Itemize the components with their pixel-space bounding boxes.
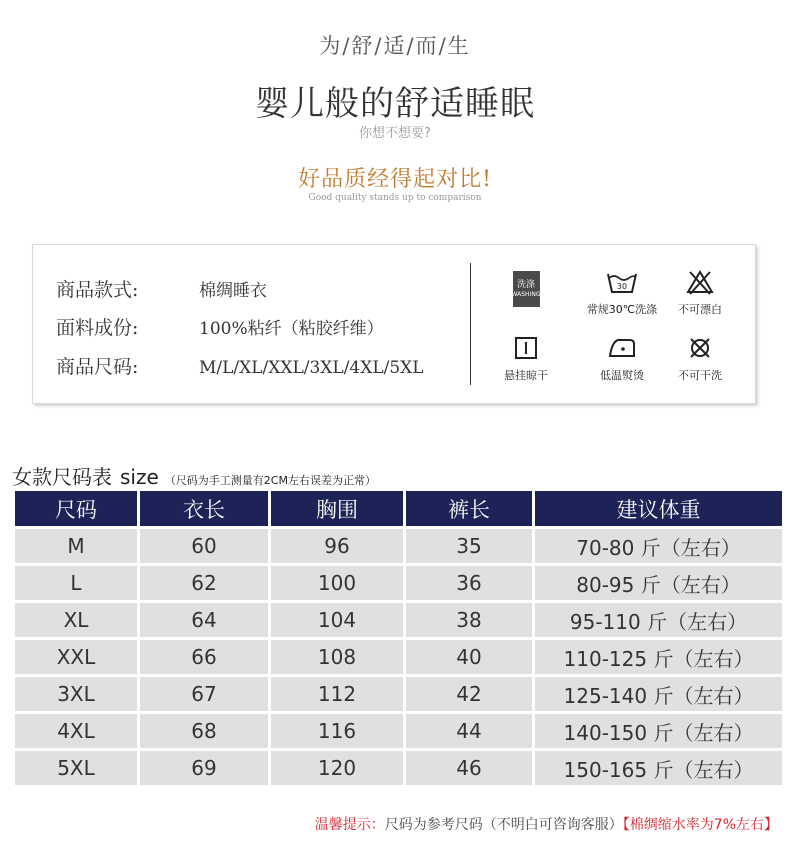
no-bleach-icon <box>655 267 745 297</box>
low-iron-icon <box>577 333 667 363</box>
care-hang-dry <box>481 333 571 383</box>
header-weight: 建议体重 <box>535 491 782 526</box>
low-iron-label: 低温熨烫 <box>600 369 644 382</box>
size-row <box>56 352 424 379</box>
cell-size: 3XL <box>15 677 137 711</box>
subtitle-question: 你想不想要? <box>359 126 431 141</box>
fabric-row <box>56 313 384 340</box>
cell-bust: 96 <box>271 529 403 563</box>
table-row <box>15 603 782 637</box>
cell-weight: 140-150 斤（左右） <box>535 714 782 748</box>
cell-pants-length: 38 <box>406 603 532 637</box>
cell-pants-length: 35 <box>406 529 532 563</box>
cell-pants-length: 44 <box>406 714 532 748</box>
no-dry-clean-icon <box>655 333 745 363</box>
cell-length: 68 <box>140 714 268 748</box>
cell-length: 64 <box>140 603 268 637</box>
footer-tip <box>315 814 778 834</box>
cell-size: XL <box>15 603 137 637</box>
care-no-bleach <box>655 267 745 317</box>
cell-size: 4XL <box>15 714 137 748</box>
size-table-heading <box>12 461 376 490</box>
wash-30-label: 常规30℃洗涤 <box>586 303 658 316</box>
svg-text:30: 30 <box>616 282 628 291</box>
hang-dry-label: 悬挂晾干 <box>504 369 548 382</box>
cell-length: 69 <box>140 751 268 785</box>
cell-size: L <box>15 566 137 600</box>
size-table-title: 女款尺码表 <box>12 465 112 489</box>
cell-weight: 110-125 斤（左右） <box>535 640 782 674</box>
cell-pants-length: 40 <box>406 640 532 674</box>
size-label: 商品尺码: <box>56 356 139 378</box>
cell-pants-length: 46 <box>406 751 532 785</box>
cell-length: 60 <box>140 529 268 563</box>
table-row <box>15 640 782 674</box>
cell-weight: 70-80 斤（左右） <box>535 529 782 563</box>
header-bust: 胸围 <box>271 491 403 526</box>
cell-pants-length: 36 <box>406 566 532 600</box>
care-low-iron <box>577 333 667 383</box>
product-style-value: 棉绸睡衣 <box>199 281 267 301</box>
size-table <box>12 488 785 788</box>
header-length: 衣长 <box>140 491 268 526</box>
cell-bust: 112 <box>271 677 403 711</box>
product-style-label: 商品款式: <box>56 279 139 301</box>
table-row <box>15 566 782 600</box>
cell-size: M <box>15 529 137 563</box>
size-table-note: （尺码为手工测量有2CM左右误差为正常） <box>164 474 376 487</box>
page-title: 婴儿般的舒适睡眠 <box>255 84 535 124</box>
tagline: 为/舒/适/而/生 <box>319 34 471 58</box>
product-info-box <box>32 244 756 404</box>
size-table-title-en: size <box>120 465 159 489</box>
fabric-value: 100%粘纤（粘胶纤维） <box>199 319 384 339</box>
tip-label: 温馨提示： <box>314 817 385 833</box>
cell-bust: 120 <box>271 751 403 785</box>
cell-length: 67 <box>140 677 268 711</box>
cell-pants-length: 42 <box>406 677 532 711</box>
cell-weight: 80-95 斤（左右） <box>535 566 782 600</box>
shrink-note: 【棉绸缩水率为7%左右】 <box>622 817 778 833</box>
slogan: 好品质经得起对比! <box>298 167 492 192</box>
cell-length: 62 <box>140 566 268 600</box>
cell-bust: 104 <box>271 603 403 637</box>
fabric-label: 面料成份: <box>56 317 139 339</box>
table-row <box>15 714 782 748</box>
cell-size: XXL <box>15 640 137 674</box>
cell-bust: 116 <box>271 714 403 748</box>
info-divider <box>470 263 471 385</box>
cell-weight: 95-110 斤（左右） <box>535 603 782 637</box>
cell-length: 66 <box>140 640 268 674</box>
tip-text: 尺码为参考尺码（不明白可咨询客服） <box>384 817 623 833</box>
no-bleach-label: 不可漂白 <box>678 303 722 316</box>
table-row <box>15 677 782 711</box>
washing-icon <box>513 271 540 307</box>
size-table-header <box>15 491 782 526</box>
header-pants-length: 裤长 <box>406 491 532 526</box>
product-style-row <box>56 275 267 302</box>
size-value: M/L/XL/XXL/3XL/4XL/5XL <box>199 358 424 378</box>
header-size: 尺码 <box>15 491 137 526</box>
hang-dry-icon <box>481 333 571 363</box>
care-washing <box>481 269 571 309</box>
cell-size: 5XL <box>15 751 137 785</box>
no-dry-clean-label: 不可干洗 <box>678 369 722 382</box>
table-row <box>15 529 782 563</box>
washing-icon-en: WASHING <box>511 290 541 298</box>
cell-bust: 100 <box>271 566 403 600</box>
care-wash-30 <box>577 267 667 317</box>
care-no-dry-clean <box>655 333 745 383</box>
cell-weight: 150-165 斤（左右） <box>535 751 782 785</box>
washing-icon-cn: 洗涤 <box>516 280 535 290</box>
slogan-english: Good quality stands up to comparison <box>308 193 482 203</box>
cell-weight: 125-140 斤（左右） <box>535 677 782 711</box>
wash-30-icon <box>577 267 667 297</box>
cell-bust: 108 <box>271 640 403 674</box>
table-row <box>15 751 782 785</box>
